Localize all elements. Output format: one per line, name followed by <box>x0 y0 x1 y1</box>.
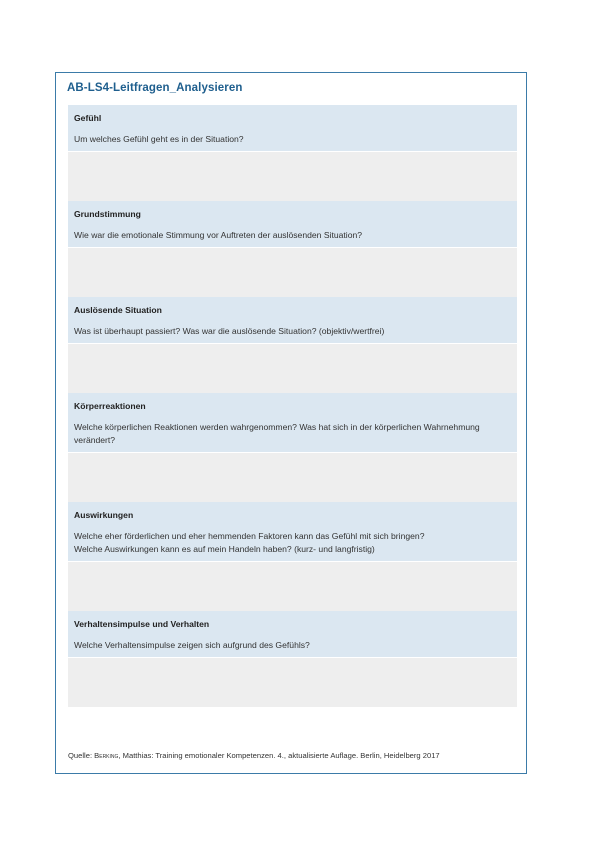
source-author: Berking <box>94 751 119 760</box>
source-reference: , Matthias: Training emotionaler Kompetenzen. 4., aktualisierte Auflage. Berlin, Heidelberg 2017 <box>118 751 440 760</box>
answer-field[interactable] <box>68 657 517 707</box>
section-question: Welche Verhaltensimpulse zeigen sich aufgrund des Gefühls? <box>74 640 310 650</box>
section-label: Verhaltensimpulse und Verhalten <box>74 619 210 629</box>
section-verhaltensimpulse <box>68 611 517 707</box>
question-sections <box>68 105 517 707</box>
source-prefix: Quelle: <box>68 751 95 760</box>
section-koerperreaktionen <box>68 393 517 502</box>
section-question: Um welches Gefühl geht es in der Situation? <box>74 134 244 144</box>
section-header <box>68 502 517 561</box>
section-header <box>68 611 517 657</box>
section-label: Körperreaktionen <box>74 401 146 411</box>
section-question: Welche eher förderlichen und eher hemmenden Faktoren kann das Gefühl mit sich bringen? <box>74 531 425 541</box>
answer-field[interactable] <box>68 343 517 393</box>
answer-field[interactable] <box>68 151 517 201</box>
section-gefuehl <box>68 105 517 201</box>
section-header <box>68 201 517 247</box>
section-label: Auswirkungen <box>74 510 134 520</box>
section-grundstimmung <box>68 201 517 297</box>
worksheet-frame <box>55 72 527 774</box>
section-label: Gefühl <box>74 113 102 123</box>
section-question: Was ist überhaupt passiert? Was war die auslösende Situation? (objektiv/wertfrei) <box>74 326 385 336</box>
answer-field[interactable] <box>68 452 517 502</box>
source-citation <box>68 751 440 760</box>
document-title: AB-LS4-Leitfragen_Analysieren <box>67 82 243 94</box>
answer-field[interactable] <box>68 247 517 297</box>
section-auswirkungen <box>68 502 517 611</box>
section-label: Auslösende Situation <box>74 305 162 315</box>
section-question: Welche Auswirkungen kann es auf mein Handeln haben? (kurz- und langfristig) <box>74 544 375 554</box>
section-question: Wie war die emotionale Stimmung vor Auftreten der auslösenden Situation? <box>74 230 363 240</box>
section-header <box>68 105 517 151</box>
section-header <box>68 393 517 452</box>
answer-field[interactable] <box>68 561 517 611</box>
section-question: Welche körperlichen Reaktionen werden wahrgenommen? Was hat sich in der körperlichen Wahrnehmung verändert? <box>74 422 480 445</box>
section-label: Grundstimmung <box>74 209 141 219</box>
section-ausloesende-situation <box>68 297 517 393</box>
section-header <box>68 297 517 343</box>
